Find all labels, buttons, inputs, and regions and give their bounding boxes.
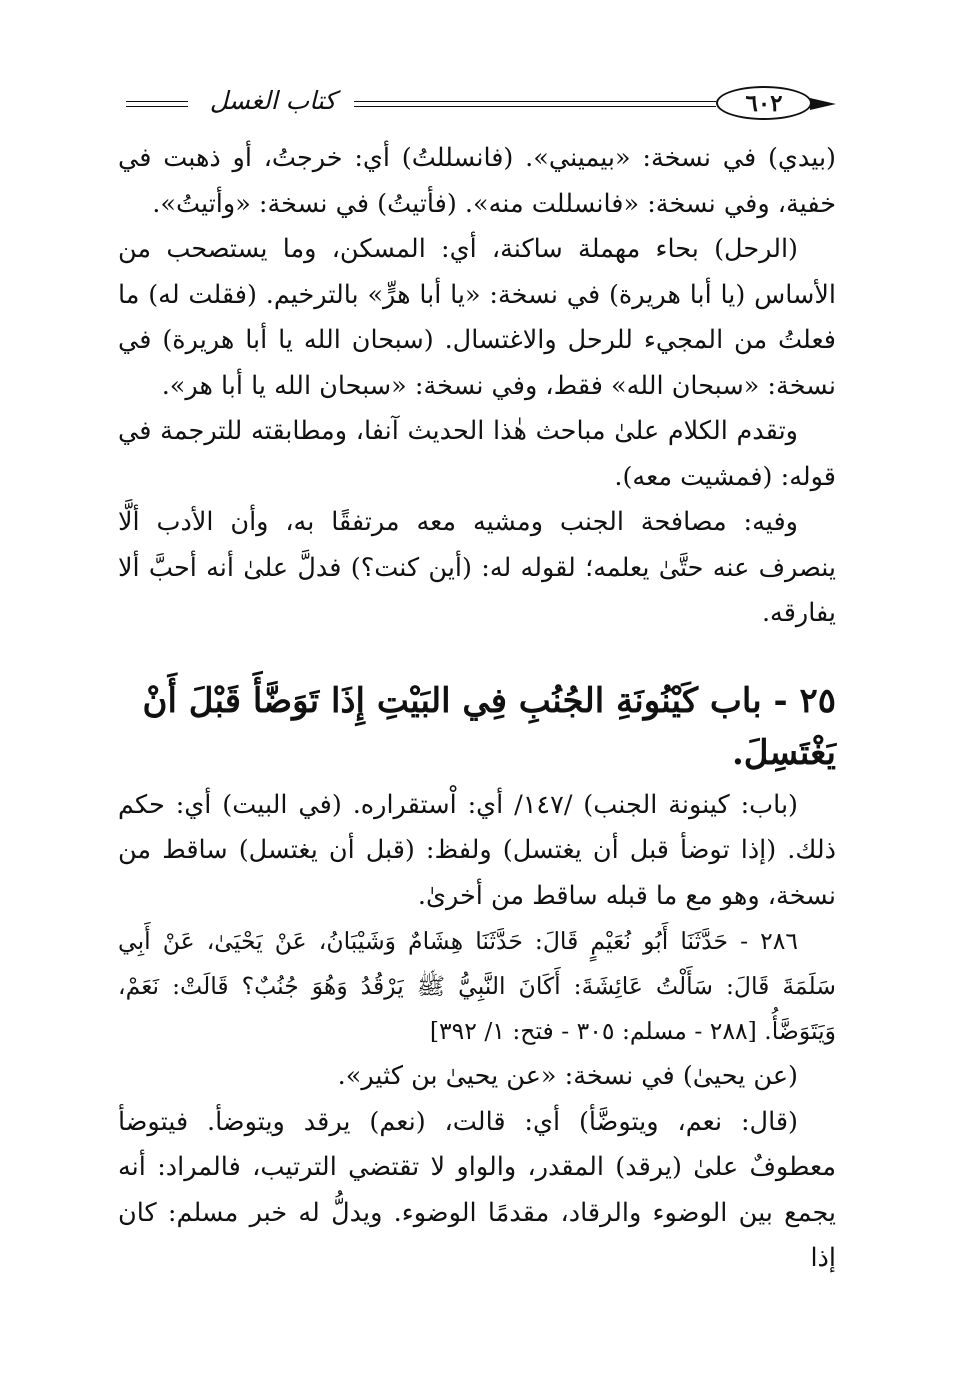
note-2: (قال: نعم، ويتوضَّأ) أي: قالت، (نعم) يرقد ويتوضأ. فيتوضأ معطوفٌ علىٰ (يرقد) المقدر، والواو لا تقتضي الترتيب، فالمراد: أنه يجمع بين الوضوء والرقاد، مقدمًا الوضوء. ويدلُّ له خبر مسلم: كان إذا bbox=[118, 1106, 836, 1273]
paragraph-4: وفيه: مصافحة الجنب ومشيه معه مرتفقًا به، وأن الأدب ألَّا ينصرف عنه حتَّىٰ يعلمه؛ لقوله له: (أين كنت؟) فدلَّ علىٰ أنه أحبَّ ألا يفارقه. bbox=[118, 507, 836, 628]
note-1: (عن يحيىٰ) في نسخة: «عن يحيىٰ بن كثير». bbox=[337, 1061, 798, 1091]
chapter-title: كتاب الغسل bbox=[209, 86, 337, 115]
hadith-text: ٢٨٦ - حَدَّثَنَا أَبُو نُعَيْمٍ قَالَ: حَدَّثَنَا هِشَامٌ وَشَيْبَانُ، عَنْ يَحْيَىٰ، عَنْ أَبِي سَلَمَةَ قَالَ: سَأَلْتُ عَائِشَةَ: أَكَانَ النَّبِيُّ ﷺ يَرْقُدُ وَهُوَ جُنُبٌ؟ قَالَتْ: نَعَمْ، وَيَتَوَضَّأُ. [٢٨٨ - مسلم: ٣٠٥ - فتح: ١/ ٣٩٢] bbox=[118, 927, 836, 1045]
section-commentary: (باب: كينونة الجنب) /١٤٧/ أي: اْستقراره. (في البيت) أي: حكم ذلك. (إذا توضأ قبل أن يغتسل) ولفظ: (قبل أن يغتسل) ساقط من نسخة، وهو مع ما قبله ساقط من أخرىٰ. bbox=[118, 789, 836, 911]
page-number: ٦٠٢ bbox=[745, 89, 783, 117]
book-page bbox=[118, 78, 836, 1278]
section-heading: ٢٥ - باب كَيْنُونَةِ الجُنُبِ فِي البَيْتِ إِذَا تَوَضَّأَ قَبْلَ أَنْ يَغْتَسِلَ. bbox=[142, 680, 836, 773]
header-rule-middle bbox=[354, 101, 716, 107]
header-rule-left bbox=[126, 101, 188, 107]
paragraph-3: وتقدم الكلام علىٰ مباحث هٰذا الحديث آنفا، ومطابقته للترجمة في قوله: (فمشيت معه). bbox=[118, 416, 836, 492]
running-header bbox=[118, 78, 836, 136]
header-arrow-ornament bbox=[810, 98, 836, 110]
page-number-badge bbox=[716, 86, 812, 120]
paragraph-1: (بيدي) في نسخة: «بيميني». (فانسللتُ) أي: خرجتُ، أو ذهبت في خفية، وفي نسخة: «فانسللت منه». (فأتيتُ) في نسخة: «وأتيتُ». bbox=[118, 143, 836, 219]
paragraph-2: (الرحل) بحاء مهملة ساكنة، أي: المسكن، وما يستصحب من الأساس (يا أبا هريرة) في نسخة: «يا أبا هرٍّ» بالترخيم. (فقلت له) ما فعلتُ من المجيء للرحل والاغتسال. (سبحان الله يا أبا هريرة) في نسخة: «سبحان الله» فقط، وفي نسخة: «سبحان الله يا أبا هر». bbox=[118, 234, 836, 401]
